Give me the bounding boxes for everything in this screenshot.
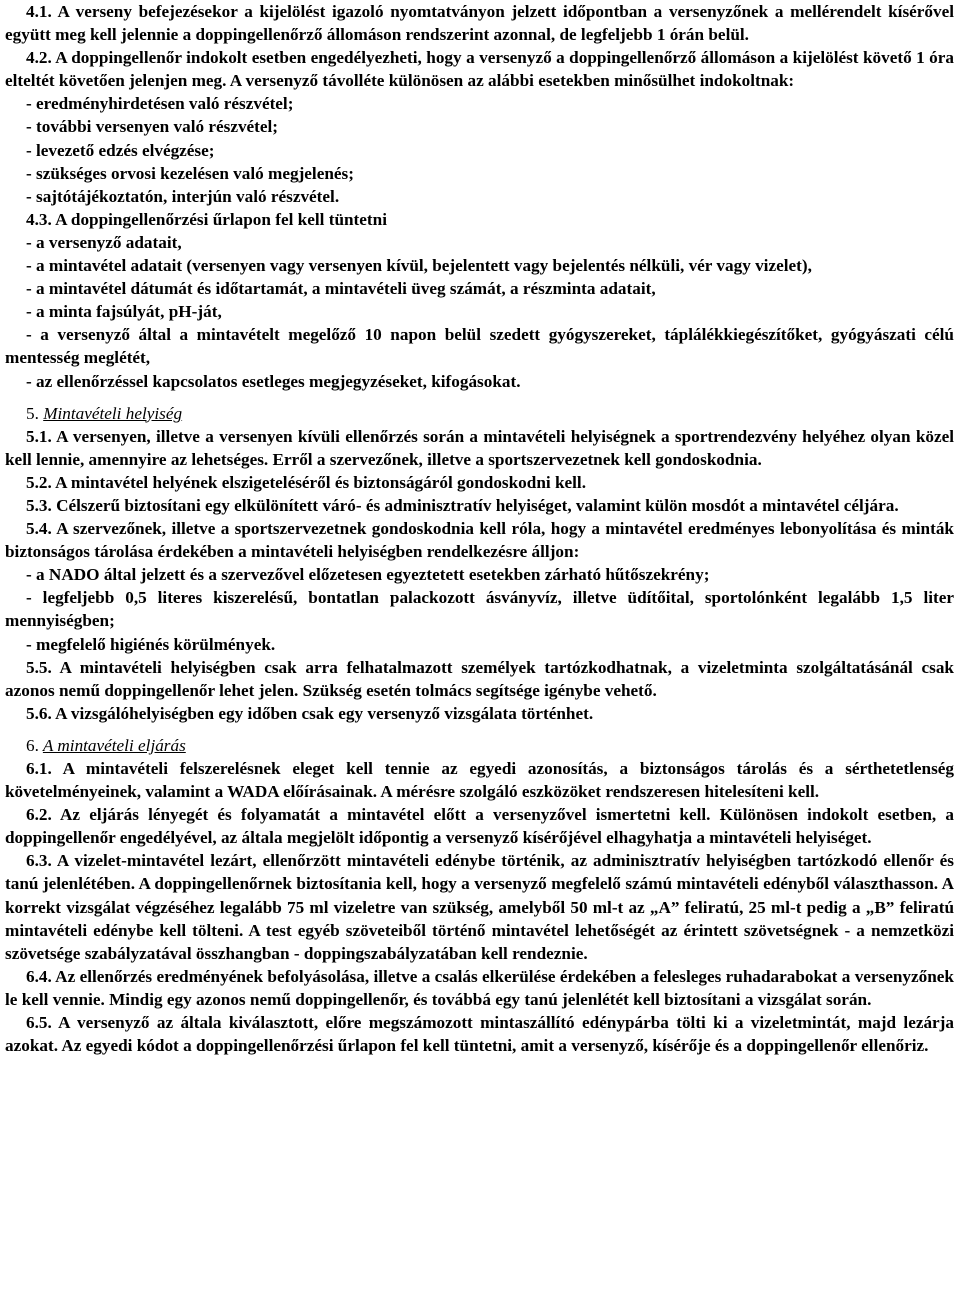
section-title: A mintavételi eljárás (42, 735, 186, 755)
section-number: 6. (26, 735, 39, 755)
paragraph-p6-4: 6.4. Az ellenőrzés eredményének befolyásolása, illetve a csalás elkerülése érdekében a felesleges ruhadarabokat a versenyzőnek le kell vennie. Mindig egy azonos nemű doppingellenőr, és továbbá egy tanú jelenlétét kell biztosítani a vizsgálat során. (5, 966, 954, 1009)
paragraph-p6-3: 6.3. A vizelet-mintavétel lezárt, ellenőrzött mintavételi edénybe történik, az adminisztratív helyiségben tartózkodó ellenőr és tanú jelenlétében. A doppingellenőrnek biztosítania kell, hogy a versenyző megfelelő számú mintavételi edényből választhasson. A korrekt vizsgálat végzéséhez legalább 75 ml vizeletre van szükség, amelyből 50 ml-t az „A” feliratú, 25 ml-t pedig a „B” feliratú mintavételi edénybe kell tölteni. A test egyéb szöveteiből történő mintavétel lehetőségét az érintett szövetségnek - a nemzetközi szövetsége szabályzatával összhangban - doppingszabályzatában kell rendeznie. (5, 851, 954, 963)
paragraph-p5-6: 5.6. A vizsgálóhelyiségben egy időben csak egy versenyző vizsgálata történhet. (26, 703, 594, 723)
paragraph-p4-2-c: - levezető edzés elvégzése; (26, 140, 215, 160)
section-heading-h5 (5, 402, 954, 425)
paragraph-p5-1: 5.1. A versenyen, illetve a versenyen kívüli ellenőrzés során a mintavételi helyiségnek a sportrendezvény helyéhez olyan közel kell lennie, amennyire az lehetséges. Erről a szervezőnek, illetve a sportszervezetnek kell gondoskodnia. (5, 426, 954, 469)
paragraph-p4-2-d: - szükséges orvosi kezelésen való megjelenés; (26, 163, 354, 183)
paragraph-p4-3-f: - az ellenőrzéssel kapcsolatos esetleges megjegyzéseket, kifogásokat. (26, 371, 521, 391)
paragraph-p5-4-b: - legfeljebb 0,5 literes kiszerelésű, bontatlan palackozott ásványvíz, illetve üdítőital, sportolónként legalább 1,5 liter mennyiségben; (5, 588, 954, 631)
paragraph-p4-3-b: - a mintavétel adatait (versenyen vagy versenyen kívül, bejelentett vagy bejelentés nélküli, vér vagy vizelet), (26, 256, 812, 276)
paragraph-p4-3-c: - a mintavétel dátumát és időtartamát, a mintavételi üveg számát, a részminta adatait, (26, 279, 656, 299)
paragraph-p4-3-a: - a versenyző adatait, (26, 232, 182, 252)
section-heading-h6 (5, 734, 954, 757)
paragraph-p4-2-b: - további versenyen való részvétel; (26, 117, 279, 137)
paragraph-p4-1: 4.1. A verseny befejezésekor a kijelölést igazoló nyomtatványon jelzett időpontban a versenyzőnek a mellérendelt kísérővel együtt meg kell jelennie a doppingellenőrző állomáson rendszerint azonnal, de legfeljebb 1 órán belül. (5, 2, 954, 45)
paragraph-p4-3-d: - a minta fajsúlyát, pH-ját, (26, 302, 222, 322)
paragraph-p6-1: 6.1. A mintavételi felszerelésnek eleget kell tennie az egyedi azonosítás, a biztonságos tárolás és a sérthetetlenség követelményeinek, valamint a WADA előírásainak. A mérésre szolgáló eszközöket rendszeresen hitelesíteni kell. (5, 759, 954, 802)
paragraph-p4-2-a: - eredményhirdetésen való részvétel; (26, 94, 294, 114)
paragraph-p6-2: 6.2. Az eljárás lényegét és folyamatát a mintavétel előtt a versenyzővel ismertetni kell. Különösen indokolt esetben, a doppingellenőr engedélyével, az általa megjelölt időpontig a versenyző kísérőjével elhagyhatja a mintavételi helyiséget. (5, 805, 954, 848)
section-title: Mintavételi helyiség (43, 403, 183, 423)
paragraph-p5-4-c: - megfelelő higiénés körülmények. (26, 634, 276, 654)
paragraph-p4-3: 4.3. A doppingellenőrzési űrlapon fel kell tüntetni (26, 209, 387, 229)
paragraph-p5-5: 5.5. A mintavételi helyiségben csak arra felhatalmazott személyek tartózkodhatnak, a vizeletminta szolgáltatásánál csak azonos nemű doppingellenőr lehet jelen. Szükség esetén tolmács segítsége igénybe vehető. (5, 657, 954, 700)
paragraph-p4-3-e: - a versenyző által a mintavételt megelőző 10 napon belül szedett gyógyszereket, táplálékkiegészítőket, gyógyászati célú mentesség meglétét, (5, 325, 954, 368)
paragraph-p4-2: 4.2. A doppingellenőr indokolt esetben engedélyezheti, hogy a versenyző a doppingellenőrző állomáson a kijelölést követő 1 óra elteltét követően jelenjen meg. A versenyző távolléte különösen az alábbi esetekben minősülhet indokoltnak: (5, 48, 954, 91)
paragraph-p5-3: 5.3. Célszerű biztosítani egy elkülönített váró- és adminisztratív helyiséget, valamint külön mosdót a mintavétel céljára. (26, 495, 899, 515)
section-number: 5. (26, 403, 39, 423)
paragraph-p5-2: 5.2. A mintavétel helyének elszigeteléséről és biztonságáról gondoskodni kell. (26, 472, 587, 492)
paragraph-p5-4: 5.4. A szervezőnek, illetve a sportszervezetnek gondoskodnia kell róla, hogy a mintavétel eredményes lebonyolítása és minták biztonságos tárolása érdekében a mintavételi helyiségben rendelkezésre álljon: (5, 519, 954, 562)
paragraph-p5-4-a: - a NADO által jelzett és a szervezővel előzetesen egyeztetett esetekben zárható hűtőszekrény; (26, 565, 710, 585)
paragraph-p6-5: 6.5. A versenyző az általa kiválasztott, előre megszámozott mintaszállító edénypárba tölti ki a vizeletmintát, majd lezárja azokat. Az egyedi kódot a doppingellenőrzési űrlapon fel kell tüntetni, amit a versenyző, kísérője és a doppingellenőr ellenőriz. (5, 1013, 954, 1056)
paragraph-p4-2-e: - sajtótájékoztatón, interjún való részvétel. (26, 186, 340, 206)
